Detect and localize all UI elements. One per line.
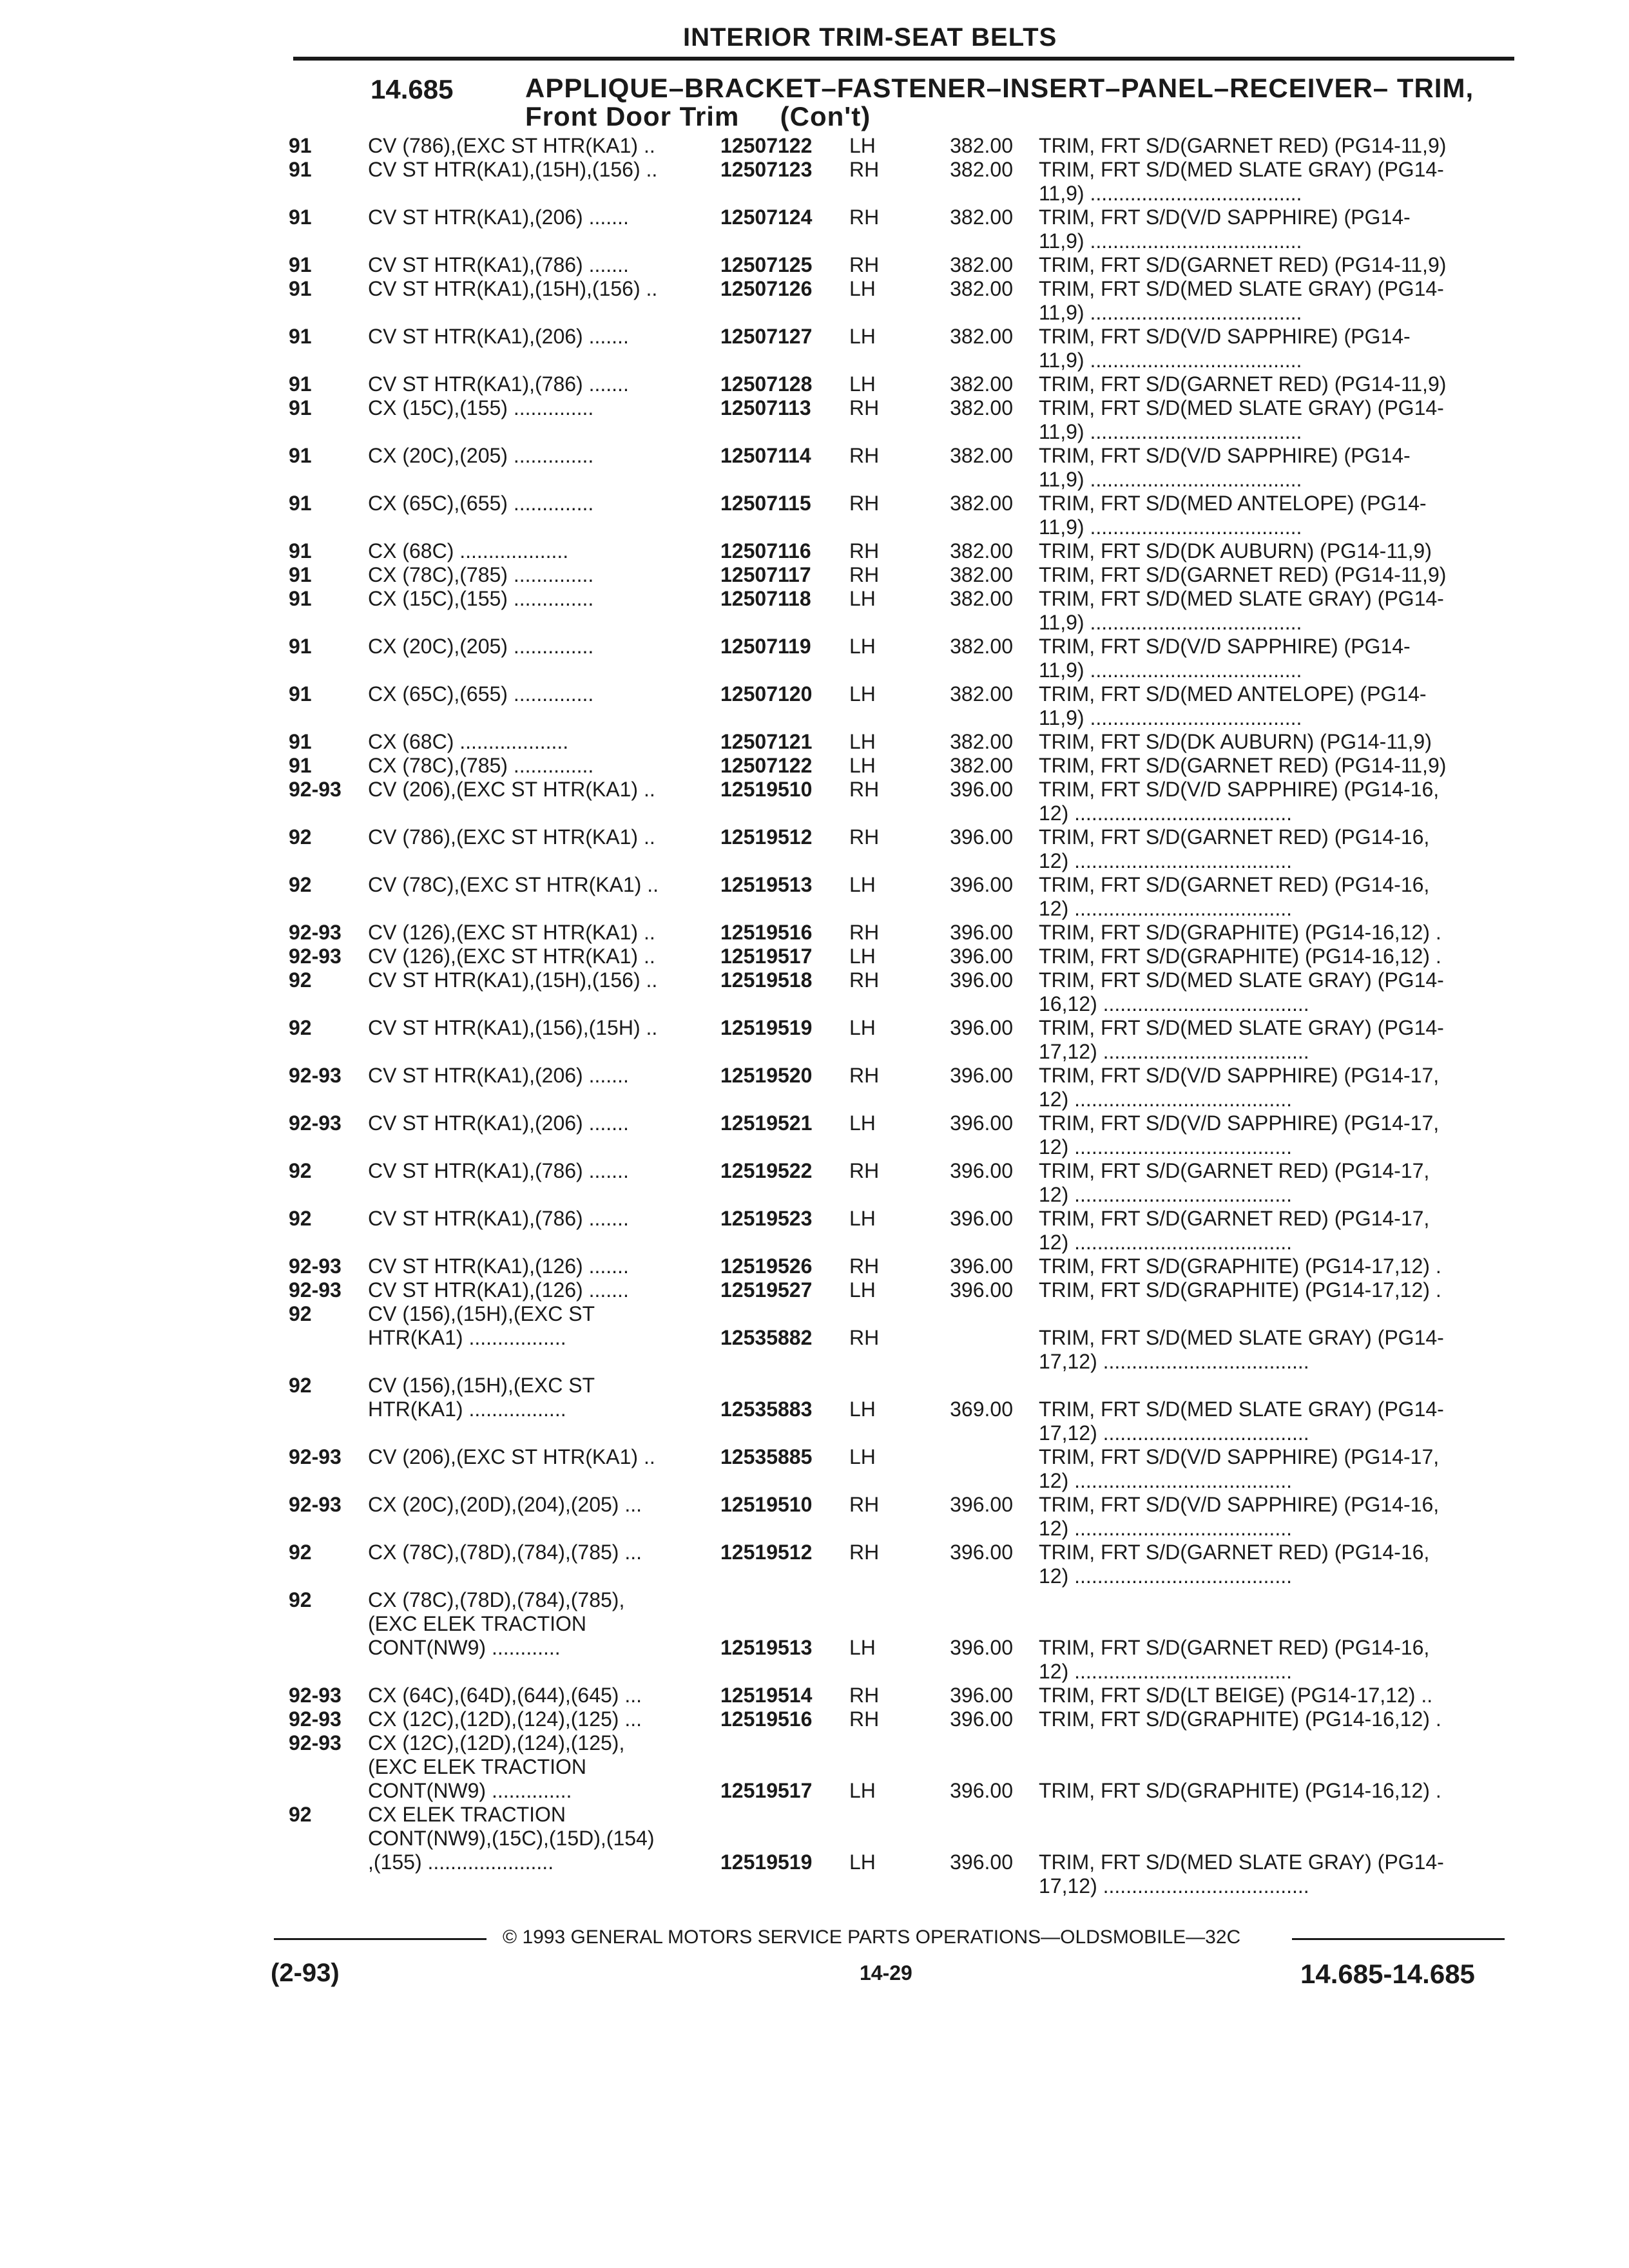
usage-description: CV ST HTR(KA1),(786) ....... (368, 1207, 629, 1230)
model-year: 92-93 (289, 1493, 342, 1516)
footer-date-code: (2-93) (271, 1959, 340, 1987)
table-row (0, 825, 1629, 873)
part-number: 12507117 (720, 563, 811, 586)
model-year: 91 (289, 587, 312, 610)
usage-description: CV ST HTR(KA1),(206) ....... (368, 1111, 629, 1135)
side: LH (849, 1636, 876, 1659)
part-description: TRIM, FRT S/D(GARNET RED) (PG14-16, 12) ...................................... (1039, 1541, 1430, 1588)
model-year: 92 (289, 1541, 312, 1564)
part-description: TRIM, FRT S/D(V/D SAPPHIRE) (PG14-17, 12) ...................................... (1039, 1064, 1440, 1111)
price: 382.00 (950, 563, 1013, 586)
model-year: 92-93 (289, 1254, 342, 1278)
usage-description: CV ST HTR(KA1),(15H),(156) .. (368, 158, 658, 181)
side: RH (849, 825, 880, 849)
side: RH (849, 968, 880, 992)
part-number: 12519512 (720, 1541, 813, 1564)
page-header-title: INTERIOR TRIM-SEAT BELTS (683, 23, 1057, 52)
part-description: TRIM, FRT S/D(GRAPHITE) (PG14-17,12) . (1039, 1278, 1441, 1302)
price: 382.00 (950, 158, 1013, 181)
price: 396.00 (950, 1159, 1013, 1182)
price: 396.00 (950, 1850, 1013, 1874)
part-description: TRIM, FRT S/D(GARNET RED) (PG14-16, 12) ...................................... (1039, 825, 1430, 872)
table-row (0, 1707, 1629, 1731)
part-number: 12507128 (720, 372, 813, 396)
model-year: 91 (289, 682, 312, 706)
table-row (0, 1588, 1629, 1684)
model-year: 92-93 (289, 1707, 342, 1731)
model-year: 92-93 (289, 1064, 342, 1087)
usage-description: CV ST HTR(KA1),(15H),(156) .. (368, 277, 658, 300)
side: RH (849, 539, 880, 562)
table-row (0, 1159, 1629, 1207)
usage-description: CX (65C),(655) .............. (368, 492, 594, 515)
part-description: TRIM, FRT S/D(GARNET RED) (PG14-16, 12) ...................................... (1039, 1636, 1430, 1683)
usage-description: CX (15C),(155) .............. (368, 396, 594, 419)
price: 382.00 (950, 134, 1013, 157)
table-row (0, 1684, 1629, 1707)
side: RH (849, 1493, 880, 1516)
part-number: 12507120 (720, 682, 813, 706)
table-row (0, 968, 1629, 1016)
part-number: 12519513 (720, 873, 813, 896)
side: RH (849, 778, 880, 801)
part-description: TRIM, FRT S/D(GRAPHITE) (PG14-17,12) . (1039, 1254, 1441, 1278)
part-number: 12507121 (720, 730, 813, 753)
model-year: 92 (289, 873, 312, 896)
model-year: 92 (289, 825, 312, 849)
part-number: 12507115 (720, 492, 811, 515)
part-description: TRIM, FRT S/D(GARNET RED) (PG14-11,9) (1039, 563, 1447, 586)
part-description: TRIM, FRT S/D(MED SLATE GRAY) (PG14- 11,9) ..................................... (1039, 158, 1444, 205)
footer-rule-left (274, 1938, 487, 1940)
table-row (0, 253, 1629, 277)
part-description: TRIM, FRT S/D(GARNET RED) (PG14-11,9) (1039, 754, 1447, 777)
table-row (0, 1541, 1629, 1588)
table-row (0, 158, 1629, 206)
table-row (0, 372, 1629, 396)
usage-description: CX (20C),(205) .............. (368, 444, 594, 467)
usage-description: CV ST HTR(KA1),(156),(15H) .. (368, 1016, 658, 1039)
footer-copyright: © 1993 GENERAL MOTORS SERVICE PARTS OPERATIONS—OLDSMOBILE—32C (503, 1927, 1241, 1948)
table-row (0, 1803, 1629, 1898)
price: 396.00 (950, 1636, 1013, 1659)
table-row (0, 1445, 1629, 1493)
table-row (0, 921, 1629, 945)
table-row (0, 1111, 1629, 1159)
price: 382.00 (950, 253, 1013, 276)
model-year: 92-93 (289, 921, 342, 944)
table-row (0, 1064, 1629, 1111)
part-description: TRIM, FRT S/D(MED SLATE GRAY) (PG14- 16,12) .................................... (1039, 968, 1444, 1015)
model-year: 91 (289, 539, 312, 562)
usage-description: CX (78C),(785) .............. (368, 754, 594, 777)
part-number: 12535882 (720, 1326, 813, 1349)
side: RH (849, 396, 880, 419)
table-row (0, 778, 1629, 825)
part-description: TRIM, FRT S/D(MED SLATE GRAY) (PG14- 11,9) ..................................... (1039, 396, 1444, 443)
part-number: 12519527 (720, 1278, 813, 1302)
part-number: 12507122 (720, 134, 813, 157)
part-number: 12507127 (720, 325, 813, 348)
table-row (0, 396, 1629, 444)
price: 396.00 (950, 1707, 1013, 1731)
model-year: 91 (289, 492, 312, 515)
part-number: 12507118 (720, 587, 811, 610)
usage-description: CV (206),(EXC ST HTR(KA1) .. (368, 778, 655, 801)
model-year: 91 (289, 444, 312, 467)
side: RH (849, 1159, 880, 1182)
model-year: 92 (289, 1016, 312, 1039)
part-number: 12507126 (720, 277, 813, 300)
part-number: 12519516 (720, 1707, 813, 1731)
side: LH (849, 1850, 876, 1874)
usage-description: CV ST HTR(KA1),(786) ....... (368, 372, 629, 396)
usage-description: CX (20C),(20D),(204),(205) ... (368, 1493, 642, 1516)
table-row (0, 1493, 1629, 1541)
price: 382.00 (950, 754, 1013, 777)
side: RH (849, 563, 880, 586)
usage-description: CX (12C),(12D),(124),(125), (EXC ELEK TRACTION CONT(NW9) .............. (368, 1731, 625, 1802)
part-number: 12507116 (720, 539, 811, 562)
usage-description: CV (786),(EXC ST HTR(KA1) .. (368, 134, 655, 157)
side: LH (849, 754, 876, 777)
price: 396.00 (950, 945, 1013, 968)
model-year: 92 (289, 1302, 312, 1325)
usage-description: CV ST HTR(KA1),(126) ....... (368, 1254, 629, 1278)
side: LH (849, 1445, 876, 1468)
part-number: 12535885 (720, 1445, 813, 1468)
side: RH (849, 1707, 880, 1731)
usage-description: CV (126),(EXC ST HTR(KA1) .. (368, 921, 655, 944)
part-number: 12535883 (720, 1398, 813, 1421)
price: 382.00 (950, 682, 1013, 706)
part-description: TRIM, FRT S/D(MED SLATE GRAY) (PG14- 17,12) .................................... (1039, 1016, 1444, 1063)
part-description: TRIM, FRT S/D(LT BEIGE) (PG14-17,12) .. (1039, 1684, 1433, 1707)
price: 396.00 (950, 1684, 1013, 1707)
table-row (0, 754, 1629, 778)
table-row (0, 587, 1629, 635)
table-row (0, 1278, 1629, 1302)
table-row (0, 945, 1629, 968)
usage-description: CX (65C),(655) .............. (368, 682, 594, 706)
part-description: TRIM, FRT S/D(MED SLATE GRAY) (PG14- 11,9) ..................................... (1039, 587, 1444, 634)
footer-page-number: 14-29 (860, 1961, 912, 1984)
usage-description: CX (20C),(205) .............. (368, 635, 594, 658)
usage-description: CV ST HTR(KA1),(206) ....... (368, 1064, 629, 1087)
price: 396.00 (950, 1278, 1013, 1302)
part-description: TRIM, FRT S/D(MED SLATE GRAY) (PG14- 11,9) ..................................... (1039, 277, 1444, 324)
part-description: TRIM, FRT S/D(MED SLATE GRAY) (PG14- 17,12) .................................... (1039, 1326, 1444, 1373)
price: 396.00 (950, 1207, 1013, 1230)
side: RH (849, 444, 880, 467)
part-description: TRIM, FRT S/D(GARNET RED) (PG14-16, 12) ...................................... (1039, 873, 1430, 920)
part-description: TRIM, FRT S/D(DK AUBURN) (PG14-11,9) (1039, 539, 1432, 562)
part-number: 12507113 (720, 396, 811, 419)
side: LH (849, 1779, 876, 1802)
part-number: 12507123 (720, 158, 813, 181)
price: 396.00 (950, 1064, 1013, 1087)
usage-description: CV ST HTR(KA1),(15H),(156) .. (368, 968, 658, 992)
part-description: TRIM, FRT S/D(GARNET RED) (PG14-17, 12) ...................................... (1039, 1207, 1430, 1254)
usage-description: CX (78C),(78D),(784),(785) ... (368, 1541, 642, 1564)
usage-description: CV (786),(EXC ST HTR(KA1) .. (368, 825, 655, 849)
price: 396.00 (950, 873, 1013, 896)
part-number: 12519517 (720, 945, 813, 968)
table-row (0, 539, 1629, 563)
usage-description: CX ELEK TRACTION CONT(NW9),(15C),(15D),(154) ,(155) ...................... (368, 1803, 655, 1874)
usage-description: CV (126),(EXC ST HTR(KA1) .. (368, 945, 655, 968)
part-number: 12519512 (720, 825, 813, 849)
part-description: TRIM, FRT S/D(V/D SAPPHIRE) (PG14- 11,9) ..................................... (1039, 206, 1411, 253)
part-number: 12519510 (720, 1493, 813, 1516)
part-number: 12519526 (720, 1254, 813, 1278)
part-description: TRIM, FRT S/D(V/D SAPPHIRE) (PG14- 11,9) ..................................... (1039, 444, 1411, 491)
section-title-line1: APPLIQUE–BRACKET–FASTENER–INSERT–PANEL–RECEIVER– TRIM, (525, 73, 1474, 103)
model-year: 91 (289, 372, 312, 396)
model-year: 91 (289, 277, 312, 300)
part-description: TRIM, FRT S/D(MED SLATE GRAY) (PG14- 17,12) .................................... (1039, 1850, 1444, 1898)
part-description: TRIM, FRT S/D(V/D SAPPHIRE) (PG14-16, 12) ...................................... (1039, 1493, 1440, 1540)
table-row (0, 134, 1629, 158)
usage-description: CX (78C),(78D),(784),(785), (EXC ELEK TRACTION CONT(NW9) ............ (368, 1588, 625, 1659)
part-number: 12519516 (720, 921, 813, 944)
usage-description: CX (12C),(12D),(124),(125) ... (368, 1707, 642, 1731)
table-row (0, 1254, 1629, 1278)
section-number: 14.685 (371, 74, 454, 104)
model-year: 92 (289, 1374, 312, 1397)
table-row (0, 1016, 1629, 1064)
usage-description: CX (68C) ................... (368, 539, 569, 562)
part-description: TRIM, FRT S/D(MED ANTELOPE) (PG14- 11,9) ..................................... (1039, 682, 1427, 729)
price: 396.00 (950, 921, 1013, 944)
model-year: 91 (289, 134, 312, 157)
part-description: TRIM, FRT S/D(V/D SAPPHIRE) (PG14-17, 12) ...................................... (1039, 1111, 1440, 1158)
part-number: 12519523 (720, 1207, 813, 1230)
model-year: 91 (289, 206, 312, 229)
section-title-line2: Front Door Trim (Con't) (525, 101, 871, 131)
table-row (0, 206, 1629, 253)
part-number: 12519517 (720, 1779, 813, 1802)
usage-description: CV (156),(15H),(EXC ST HTR(KA1) ................. (368, 1374, 595, 1421)
model-year: 91 (289, 635, 312, 658)
side: LH (849, 682, 876, 706)
footer-section-range: 14.685-14.685 (1300, 1959, 1475, 1989)
side: LH (849, 134, 876, 157)
price: 396.00 (950, 1111, 1013, 1135)
part-number: 12519513 (720, 1636, 813, 1659)
part-number: 12507125 (720, 253, 813, 276)
part-number: 12519519 (720, 1016, 813, 1039)
part-description: TRIM, FRT S/D(V/D SAPPHIRE) (PG14- 11,9) ..................................... (1039, 325, 1411, 372)
price: 382.00 (950, 492, 1013, 515)
side: RH (849, 1254, 880, 1278)
model-year: 92-93 (289, 778, 342, 801)
part-description: TRIM, FRT S/D(GARNET RED) (PG14-17, 12) ...................................... (1039, 1159, 1430, 1206)
side: RH (849, 253, 880, 276)
usage-description: CV ST HTR(KA1),(786) ....... (368, 253, 629, 276)
side: RH (849, 158, 880, 181)
price: 396.00 (950, 1016, 1013, 1039)
part-description: TRIM, FRT S/D(GARNET RED) (PG14-11,9) (1039, 253, 1447, 276)
model-year: 92 (289, 1803, 312, 1826)
price: 396.00 (950, 1254, 1013, 1278)
model-year: 92 (289, 1159, 312, 1182)
table-row (0, 1207, 1629, 1254)
side: RH (849, 1684, 880, 1707)
side: RH (849, 492, 880, 515)
model-year: 91 (289, 563, 312, 586)
footer-rule-right (1292, 1938, 1505, 1940)
price: 382.00 (950, 730, 1013, 753)
part-number: 12507114 (720, 444, 811, 467)
part-description: TRIM, FRT S/D(GRAPHITE) (PG14-16,12) . (1039, 1779, 1441, 1802)
price: 382.00 (950, 635, 1013, 658)
table-row (0, 1731, 1629, 1803)
table-row (0, 563, 1629, 587)
part-number: 12519510 (720, 778, 813, 801)
model-year: 92-93 (289, 945, 342, 968)
table-row (0, 1374, 1629, 1445)
header-rule (293, 57, 1514, 61)
section-title (525, 74, 1474, 131)
model-year: 92-93 (289, 1731, 342, 1754)
side: LH (849, 277, 876, 300)
part-number: 12519521 (720, 1111, 813, 1135)
model-year: 91 (289, 158, 312, 181)
part-description: TRIM, FRT S/D(GARNET RED) (PG14-11,9) (1039, 372, 1447, 396)
usage-description: CV (206),(EXC ST HTR(KA1) .. (368, 1445, 655, 1468)
model-year: 91 (289, 253, 312, 276)
table-row (0, 1302, 1629, 1374)
side: LH (849, 730, 876, 753)
side: LH (849, 1398, 876, 1421)
side: LH (849, 372, 876, 396)
model-year: 92-93 (289, 1278, 342, 1302)
part-number: 12519514 (720, 1684, 813, 1707)
side: LH (849, 1111, 876, 1135)
side: LH (849, 873, 876, 896)
model-year: 91 (289, 396, 312, 419)
side: LH (849, 1278, 876, 1302)
price: 382.00 (950, 539, 1013, 562)
price: 382.00 (950, 372, 1013, 396)
side: LH (849, 1016, 876, 1039)
parts-table (0, 134, 1629, 1898)
part-description: TRIM, FRT S/D(V/D SAPPHIRE) (PG14-17, 12) ...................................... (1039, 1445, 1440, 1492)
table-row (0, 635, 1629, 682)
side: RH (849, 1326, 880, 1349)
table-row (0, 277, 1629, 325)
side: RH (849, 1064, 880, 1087)
part-description: TRIM, FRT S/D(V/D SAPPHIRE) (PG14- 11,9) ..................................... (1039, 635, 1411, 682)
model-year: 92 (289, 968, 312, 992)
usage-description: CX (64C),(64D),(644),(645) ... (368, 1684, 642, 1707)
part-description: TRIM, FRT S/D(GARNET RED) (PG14-11,9) (1039, 134, 1447, 157)
price: 396.00 (950, 1541, 1013, 1564)
model-year: 92 (289, 1588, 312, 1611)
price: 382.00 (950, 587, 1013, 610)
part-description: TRIM, FRT S/D(MED SLATE GRAY) (PG14- 17,12) .................................... (1039, 1398, 1444, 1445)
part-description: TRIM, FRT S/D(V/D SAPPHIRE) (PG14-16, 12) ...................................... (1039, 778, 1440, 825)
part-description: TRIM, FRT S/D(GRAPHITE) (PG14-16,12) . (1039, 1707, 1441, 1731)
model-year: 92-93 (289, 1445, 342, 1468)
part-description: TRIM, FRT S/D(MED ANTELOPE) (PG14- 11,9) ..................................... (1039, 492, 1427, 539)
model-year: 92-93 (289, 1684, 342, 1707)
usage-description: CV (78C),(EXC ST HTR(KA1) .. (368, 873, 659, 896)
model-year: 91 (289, 754, 312, 777)
price: 382.00 (950, 444, 1013, 467)
usage-description: CX (68C) ................... (368, 730, 569, 753)
side: LH (849, 1207, 876, 1230)
usage-description: CX (15C),(155) .............. (368, 587, 594, 610)
side: LH (849, 945, 876, 968)
price: 382.00 (950, 325, 1013, 348)
part-description: TRIM, FRT S/D(DK AUBURN) (PG14-11,9) (1039, 730, 1432, 753)
side: RH (849, 921, 880, 944)
price: 396.00 (950, 825, 1013, 849)
price: 369.00 (950, 1398, 1013, 1421)
part-number: 12507122 (720, 754, 813, 777)
model-year: 91 (289, 730, 312, 753)
price: 382.00 (950, 277, 1013, 300)
part-number: 12507124 (720, 206, 813, 229)
table-row (0, 325, 1629, 372)
part-number: 12519518 (720, 968, 813, 992)
part-number: 12519520 (720, 1064, 813, 1087)
model-year: 92 (289, 1207, 312, 1230)
part-number: 12519519 (720, 1850, 813, 1874)
price: 396.00 (950, 778, 1013, 801)
model-year: 91 (289, 325, 312, 348)
price: 382.00 (950, 206, 1013, 229)
price: 396.00 (950, 1493, 1013, 1516)
price: 396.00 (950, 968, 1013, 992)
side: LH (849, 325, 876, 348)
usage-description: CV (156),(15H),(EXC ST HTR(KA1) ................. (368, 1302, 595, 1349)
side: LH (849, 587, 876, 610)
table-row (0, 682, 1629, 730)
usage-description: CV ST HTR(KA1),(786) ....... (368, 1159, 629, 1182)
usage-description: CV ST HTR(KA1),(126) ....... (368, 1278, 629, 1302)
usage-description: CX (78C),(785) .............. (368, 563, 594, 586)
model-year: 92-93 (289, 1111, 342, 1135)
price: 382.00 (950, 396, 1013, 419)
table-row (0, 492, 1629, 539)
table-row (0, 444, 1629, 492)
side: RH (849, 206, 880, 229)
part-description: TRIM, FRT S/D(GRAPHITE) (PG14-16,12) . (1039, 945, 1441, 968)
price: 396.00 (950, 1779, 1013, 1802)
usage-description: CV ST HTR(KA1),(206) ....... (368, 325, 629, 348)
part-number: 12507119 (720, 635, 811, 658)
part-number: 12519522 (720, 1159, 813, 1182)
side: LH (849, 635, 876, 658)
table-row (0, 873, 1629, 921)
usage-description: CV ST HTR(KA1),(206) ....... (368, 206, 629, 229)
side: RH (849, 1541, 880, 1564)
table-row (0, 730, 1629, 754)
part-description: TRIM, FRT S/D(GRAPHITE) (PG14-16,12) . (1039, 921, 1441, 944)
